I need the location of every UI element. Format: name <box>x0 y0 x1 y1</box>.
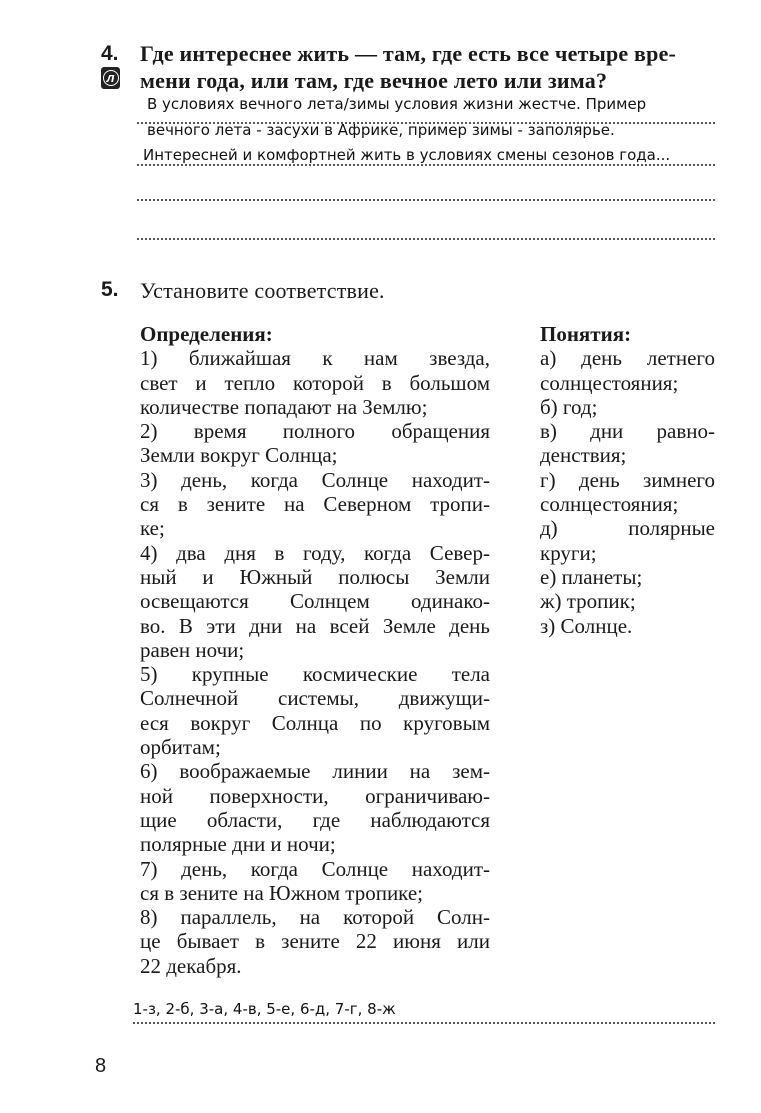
dotted-line <box>137 238 715 240</box>
question-5-prompt: Установите соответствие. <box>140 278 385 303</box>
definition-item-line: 5) крупные космические тела <box>140 662 490 687</box>
definition-item-line: ной поверхности, ограничиваю- <box>140 783 490 808</box>
concept-item <box>540 565 715 589</box>
definition-item-line: свет и тепло которой в большом <box>140 370 490 395</box>
question-line: Где интереснее жить — там, где есть все четыре вре- <box>140 41 677 66</box>
question-4-text <box>140 40 676 94</box>
dotted-line <box>137 164 715 166</box>
definition-item-line: полярные дни и ночи; <box>140 832 336 857</box>
dotted-line <box>137 199 715 201</box>
concept-item <box>540 346 715 395</box>
answer-line: вечного лета - засухи в Африке, пример зимы - заполярье. <box>147 121 615 139</box>
concept-item <box>540 614 715 638</box>
concept-item-line: г) день зимнего <box>540 467 715 492</box>
concept-item-line: в) дни равно- <box>540 419 715 444</box>
question-5-number: 5. <box>101 278 119 301</box>
definition-item-line: Земли вокруг Солнца; <box>140 443 338 468</box>
definition-item-line: еся вокруг Солнца по круговым <box>140 710 490 735</box>
definition-item-line: во. В эти дни на всей Земле день <box>140 613 490 638</box>
definition-item-line: 22 декабря. <box>140 953 242 978</box>
concept-item <box>540 589 715 613</box>
definition-item-line: 2) время полного обращения <box>140 419 490 444</box>
definition-item-line: орбитам; <box>140 735 221 760</box>
concept-item-line: ж) тропик; <box>540 589 636 614</box>
concept-item-line: е) планеты; <box>540 564 643 589</box>
definition-item <box>140 346 490 419</box>
concept-item-line: солнцестояния; <box>540 492 679 517</box>
concept-item <box>540 419 715 468</box>
definition-item-line: це бывает в зените 22 июня или <box>140 929 490 954</box>
question-line: мени года, или там, где вечное лето или зима? <box>140 68 608 93</box>
concepts-heading: Понятия: <box>540 322 632 346</box>
definition-item-line: количестве попадают на Землю; <box>140 394 428 419</box>
page-number: 8 <box>95 1055 107 1077</box>
definition-item-line: Солнечной системы, движущи- <box>140 686 490 711</box>
definition-item-line: 7) день, когда Солнце находит- <box>140 856 490 881</box>
concept-item-line: денствия; <box>540 443 627 468</box>
definition-item <box>140 759 490 856</box>
concept-item <box>540 516 715 565</box>
definition-item <box>140 468 490 541</box>
definition-item-line: ный и Южный полюсы Земли <box>140 564 490 589</box>
dotted-line <box>133 1022 715 1024</box>
answer-line: В условиях вечного лета/зимы условия жизни жестче. Пример <box>147 95 647 113</box>
definition-item-line: освещаются Солнцем одинако- <box>140 589 490 614</box>
definition-item <box>140 419 490 468</box>
concept-item-line: д) полярные <box>540 516 715 541</box>
definition-item-line: ся в зените на Северном тропи- <box>140 492 490 517</box>
definition-item-line: ся в зените на Южном тропике; <box>140 880 424 905</box>
definitions-column <box>140 322 490 978</box>
definition-item-line: щие области, где наблюдаются <box>140 807 490 832</box>
answer-line: Интересней и комфортней жить в условиях смены сезонов года... <box>143 146 671 164</box>
concepts-column <box>540 322 715 638</box>
concept-item-line: з) Солнце. <box>540 613 633 638</box>
definition-item-line: 6) воображаемые линии на зем- <box>140 759 490 784</box>
concept-item <box>540 468 715 517</box>
definition-item <box>140 905 490 978</box>
definition-item <box>140 541 490 662</box>
concept-item-line: б) год; <box>540 394 598 419</box>
definition-item-line: 1) ближайшая к нам звезда, <box>140 346 490 371</box>
letter-l-badge-icon: л <box>101 67 120 89</box>
definition-item <box>140 857 490 906</box>
concept-item-line: а) день летнего <box>540 346 715 371</box>
definition-item-line: ке; <box>140 516 165 541</box>
question-4-number: 4. <box>101 42 119 65</box>
definition-item <box>140 662 490 759</box>
concept-item-line: солнцестояния; <box>540 370 679 395</box>
definition-item-line: 8) параллель, на которой Солн- <box>140 905 490 930</box>
definitions-heading: Определения: <box>140 322 273 346</box>
concept-item-line: круги; <box>540 540 597 565</box>
definition-item-line: 3) день, когда Солнце находит- <box>140 467 490 492</box>
definition-item-line: равен ночи; <box>140 637 245 662</box>
concept-item <box>540 395 715 419</box>
matching-answer: 1-з, 2-б, 3-а, 4-в, 5-е, 6-д, 7-г, 8-ж <box>133 1000 396 1018</box>
definition-item-line: 4) два дня в году, когда Север- <box>140 540 490 565</box>
